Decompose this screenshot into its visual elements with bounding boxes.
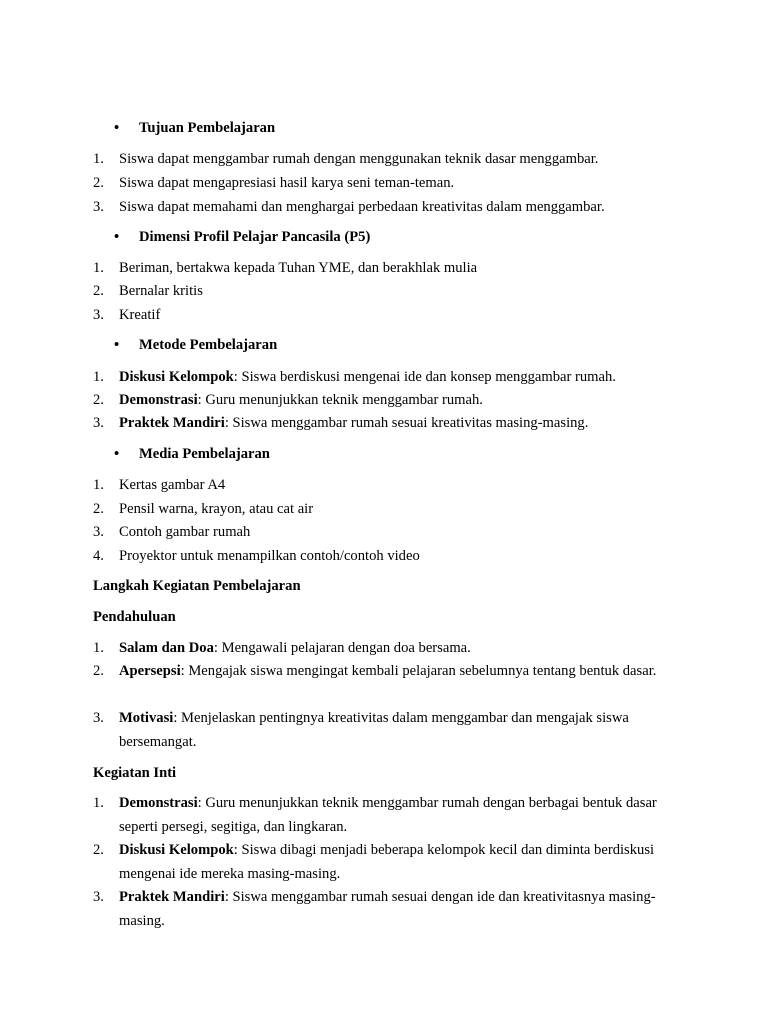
bullet-marker: • bbox=[114, 446, 120, 462]
list-item-text: Kertas gambar A4 bbox=[119, 477, 226, 493]
list-item-term: Demonstrasi bbox=[119, 392, 198, 408]
section-heading-inti: Kegiatan Inti bbox=[93, 765, 177, 781]
list-number: 2. bbox=[93, 175, 104, 191]
list-item-desc: : Siswa menggambar rumah sesuai dengan ide dan kreativitasnya masing-masing. bbox=[119, 889, 656, 929]
list-item-desc: : Mengajak siswa mengingat kembali pelajaran sebelumnya tentang bentuk dasar. bbox=[180, 663, 657, 679]
section-heading-dimensi bbox=[114, 229, 370, 246]
list-item bbox=[93, 498, 673, 522]
list-item-text bbox=[119, 389, 673, 413]
list-item-term: Apersepsi bbox=[119, 663, 181, 679]
list-item bbox=[93, 886, 673, 933]
list-number: 3. bbox=[93, 524, 104, 540]
section-heading-langkah: Langkah Kegiatan Pembelajaran bbox=[93, 578, 301, 594]
list-item-term: Motivasi bbox=[119, 710, 174, 726]
list-number: 4. bbox=[93, 548, 104, 564]
section-heading-metode bbox=[114, 337, 277, 354]
list-item bbox=[93, 660, 673, 684]
list-item bbox=[93, 172, 673, 196]
list-item-desc: : Menjelaskan pentingnya kreativitas dalam menggambar dan mengajak siswa bersemangat. bbox=[119, 710, 629, 750]
list-item-text: Proyektor untuk menampilkan contoh/contoh video bbox=[119, 548, 420, 564]
list-item-term: Diskusi Kelompok bbox=[119, 842, 234, 858]
list-item bbox=[93, 792, 673, 839]
list-item-text: Siswa dapat mengapresiasi hasil karya seni teman-teman. bbox=[119, 175, 455, 191]
list-number: 2. bbox=[93, 501, 104, 517]
list-item-text bbox=[119, 707, 673, 754]
list-item-term: Salam dan Doa bbox=[119, 640, 214, 656]
list-item bbox=[93, 148, 673, 172]
list-item-desc: : Siswa dibagi menjadi beberapa kelompok kecil dan diminta berdiskusi mengenai ide mereka masing-masing. bbox=[119, 842, 655, 882]
list-item bbox=[93, 412, 673, 436]
list-number: 2. bbox=[93, 283, 104, 299]
list-number: 1. bbox=[93, 260, 104, 276]
list-item-term: Praktek Mandiri bbox=[119, 415, 225, 431]
list-item-text: Siswa dapat menggambar rumah dengan menggunakan teknik dasar menggambar. bbox=[119, 151, 599, 167]
list-number: 3. bbox=[93, 415, 104, 431]
list-item-text: Contoh gambar rumah bbox=[119, 524, 251, 540]
list-number: 3. bbox=[93, 710, 104, 726]
list-item bbox=[93, 637, 673, 661]
list-item-text: Bernalar kritis bbox=[119, 283, 203, 299]
list-item bbox=[93, 304, 673, 328]
list-item bbox=[93, 707, 673, 754]
list-item-text bbox=[119, 886, 673, 933]
list-item bbox=[93, 196, 673, 220]
section-heading-text: Metode Pembelajaran bbox=[139, 337, 278, 353]
bullet-marker: • bbox=[114, 229, 120, 245]
list-number: 3. bbox=[93, 199, 104, 215]
list-item-desc: : Guru menunjukkan teknik menggambar rumah dengan berbagai bentuk dasar seperti persegi, segitiga, dan lingkaran. bbox=[119, 795, 657, 835]
list-number: 1. bbox=[93, 151, 104, 167]
list-item-text: Kreatif bbox=[119, 307, 161, 323]
list-number: 3. bbox=[93, 889, 104, 905]
list-number: 2. bbox=[93, 663, 104, 679]
list-item bbox=[93, 839, 673, 886]
list-item bbox=[93, 366, 673, 390]
list-item-text bbox=[119, 839, 673, 886]
list-item-text: Siswa dapat memahami dan menghargai perbedaan kreativitas dalam menggambar. bbox=[119, 199, 605, 215]
list-item bbox=[93, 280, 673, 304]
list-number: 3. bbox=[93, 307, 104, 323]
list-item-term: Demonstrasi bbox=[119, 795, 198, 811]
list-item-term: Praktek Mandiri bbox=[119, 889, 225, 905]
section-heading-pendahuluan: Pendahuluan bbox=[93, 609, 176, 625]
list-item-desc: : Siswa berdiskusi mengenai ide dan konsep menggambar rumah. bbox=[233, 369, 616, 385]
list-number: 1. bbox=[93, 640, 104, 656]
bullet-marker: • bbox=[114, 337, 120, 353]
section-heading-text: Media Pembelajaran bbox=[139, 446, 270, 462]
list-item-desc: : Guru menunjukkan teknik menggambar rumah. bbox=[197, 392, 483, 408]
list-item-text bbox=[119, 792, 673, 839]
list-item-desc: : Mengawali pelajaran dengan doa bersama. bbox=[213, 640, 471, 656]
list-item-text bbox=[119, 366, 673, 390]
list-item bbox=[93, 257, 673, 281]
list-number: 1. bbox=[93, 795, 104, 811]
list-number: 1. bbox=[93, 369, 104, 385]
list-item-text bbox=[119, 660, 673, 684]
list-item bbox=[93, 389, 673, 413]
list-item-text: Beriman, bertakwa kepada Tuhan YME, dan berakhlak mulia bbox=[119, 260, 478, 276]
list-item-desc: : Siswa menggambar rumah sesuai kreativitas masing-masing. bbox=[224, 415, 589, 431]
section-heading-tujuan bbox=[114, 120, 275, 137]
list-number: 1. bbox=[93, 477, 104, 493]
bullet-marker: • bbox=[114, 120, 120, 136]
section-heading-media bbox=[114, 446, 270, 463]
list-item-text bbox=[119, 412, 673, 436]
list-item-term: Diskusi Kelompok bbox=[119, 369, 234, 385]
section-heading-text: Tujuan Pembelajaran bbox=[139, 120, 276, 136]
section-heading-text: Dimensi Profil Pelajar Pancasila (P5) bbox=[139, 229, 371, 245]
list-item bbox=[93, 521, 673, 545]
list-item-text: Pensil warna, krayon, atau cat air bbox=[119, 501, 314, 517]
list-item bbox=[93, 474, 673, 498]
list-item-text bbox=[119, 637, 673, 661]
list-number: 2. bbox=[93, 392, 104, 408]
list-number: 2. bbox=[93, 842, 104, 858]
list-item bbox=[93, 545, 673, 569]
